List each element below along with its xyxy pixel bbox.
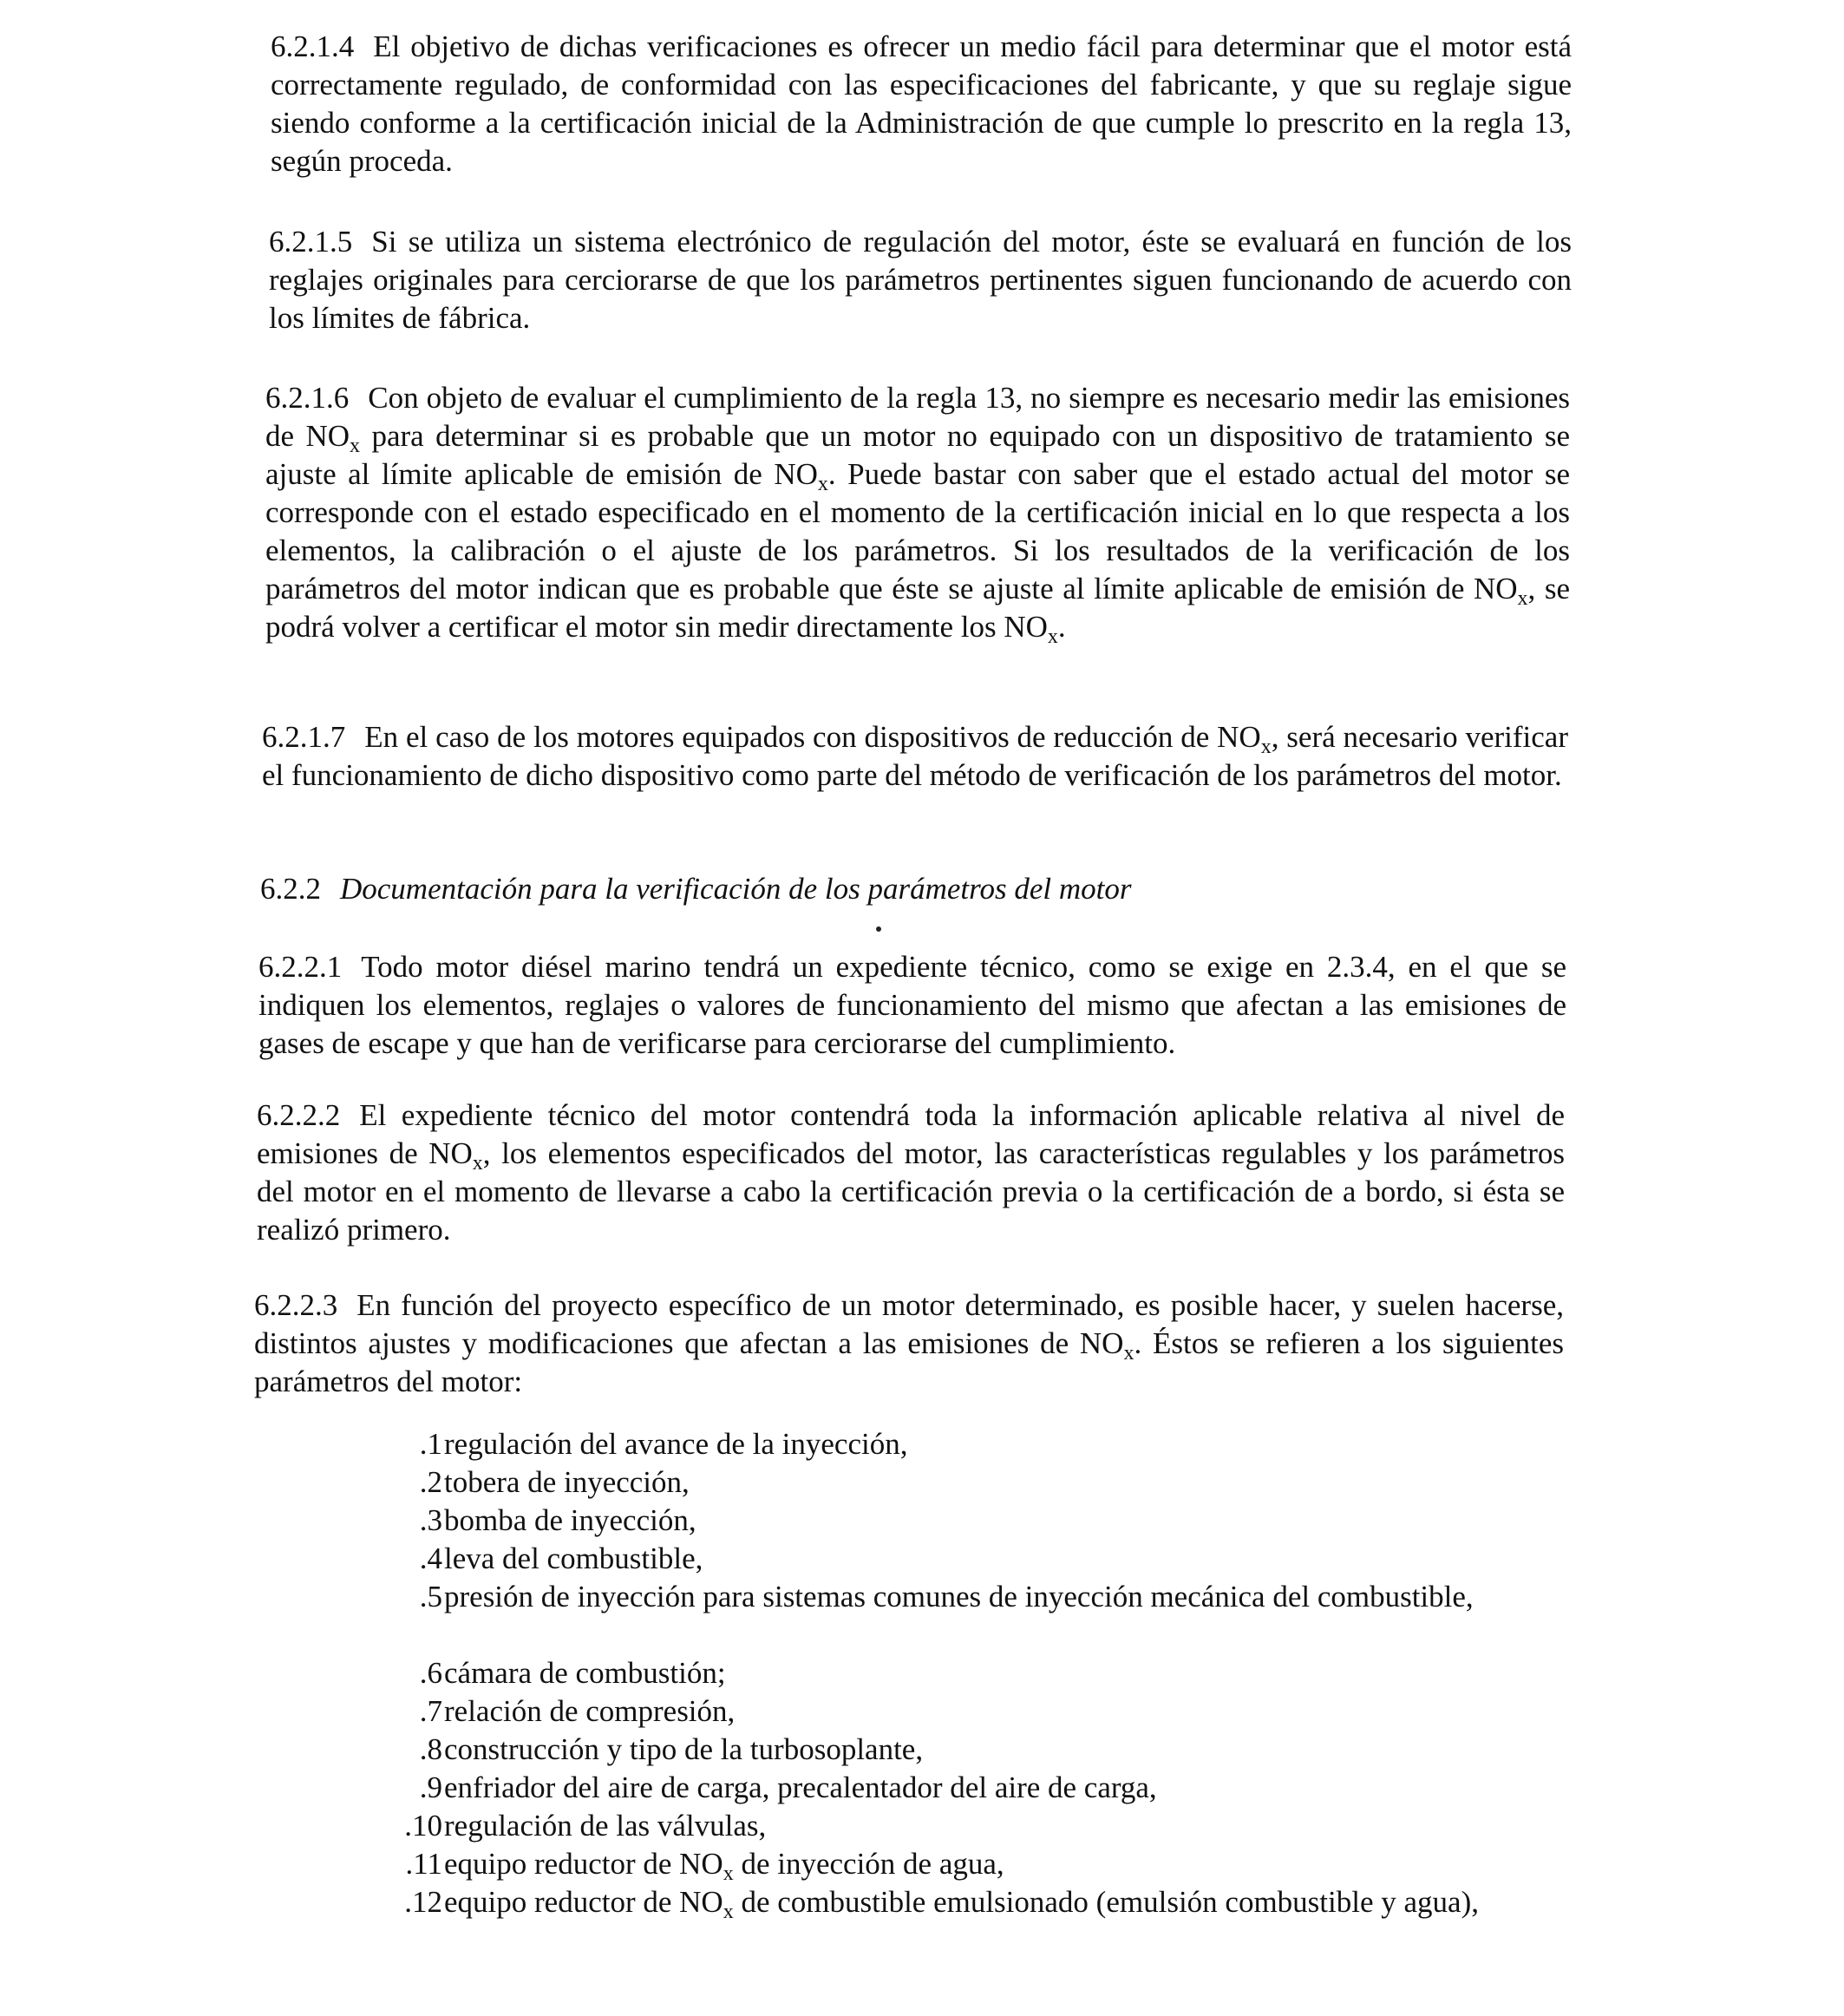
text-run: El expediente técnico del motor contendrá toda la información aplicable relativa al nivel de emisiones de NO xyxy=(257,1098,1565,1170)
list-number: .4 xyxy=(419,1541,442,1575)
stray-mark xyxy=(876,926,881,932)
text-run: En el caso de los motores equipados con dispositivos de reducción de NO xyxy=(364,720,1261,754)
text-run: En función del proyecto específico de un motor determinado, es posible hacer, y suelen hacerse, distintos ajustes y modificaciones que afectan a las emisiones de NO xyxy=(254,1288,1564,1360)
list-item xyxy=(364,1654,1570,1692)
text-run: regulación del avance de la inyección, xyxy=(444,1427,908,1461)
list-text xyxy=(444,1845,1570,1883)
subscript: x xyxy=(817,473,828,495)
text-run: , se podrá volver a certificar el motor sin medir directamente los NO xyxy=(265,572,1570,644)
text-run: equipo reductor de NO xyxy=(444,1885,723,1919)
paragraph-6-2-1-4 xyxy=(271,28,1572,180)
paragraph-6-2-1-5 xyxy=(269,223,1572,337)
subscript: x xyxy=(1123,1342,1135,1365)
list-number: .6 xyxy=(419,1656,442,1690)
text-run: presión de inyección para sistemas comunes de inyección mecánica del combustible, xyxy=(444,1580,1474,1613)
text-run: bomba de inyección, xyxy=(444,1503,696,1537)
paragraph-text xyxy=(265,381,1571,648)
list-item xyxy=(364,1769,1570,1807)
list-number: .5 xyxy=(419,1580,442,1613)
text-run: . Éstos se refieren a los siguientes parámetros del motor: xyxy=(254,1326,1565,1398)
paragraph-6-2-2-3 xyxy=(254,1286,1564,1401)
list-text xyxy=(444,1654,1570,1692)
list-text xyxy=(444,1731,1570,1769)
paragraph-number: 6.2.1.4 xyxy=(271,29,355,63)
list-item xyxy=(364,1845,1570,1883)
section-heading-6-2-2 xyxy=(260,870,1131,908)
list-item xyxy=(364,1731,1570,1769)
subscript: x xyxy=(1260,736,1272,758)
list-text xyxy=(444,1463,1570,1502)
paragraph-6-2-2-1 xyxy=(258,948,1566,1063)
text-run: , será necesario verificar el funcionamiento de dicho dispositivo como parte del método de verificación de los parámetros del motor. xyxy=(262,720,1568,792)
paragraph-text xyxy=(254,1288,1564,1398)
text-run: leva del combustible, xyxy=(444,1541,703,1575)
subscript: x xyxy=(472,1152,483,1175)
paragraph-number: 6.2.1.5 xyxy=(269,225,353,259)
list-text xyxy=(444,1769,1570,1807)
text-run: . xyxy=(1057,610,1066,644)
list-text xyxy=(444,1883,1570,1921)
list-number: .12 xyxy=(404,1885,442,1919)
text-run: equipo reductor de NO xyxy=(444,1847,723,1881)
list-text xyxy=(444,1425,1570,1463)
paragraph-number: 6.2.1.7 xyxy=(262,720,346,754)
list-text xyxy=(444,1578,1570,1616)
list-item xyxy=(364,1463,1570,1502)
list-number: .1 xyxy=(419,1427,442,1461)
text-run: de inyección de agua, xyxy=(733,1847,1004,1881)
subscript: x xyxy=(1047,625,1058,648)
text-run: cámara de combustión; xyxy=(444,1656,726,1690)
text-run: para determinar si es probable que un motor no equipado con un dispositivo de tratamiento se ajuste al límite aplicable de emisión de NO xyxy=(265,419,1570,491)
list-item xyxy=(364,1502,1570,1540)
text-run: . Puede bastar con saber que el estado actual del motor se corresponde con el estado especificado en el momento de la certificación inicial en lo que respecta a los elementos, la calibración o el ajuste de los parámetros. Si los resultados de la verificación de los parámetros del motor indican que es probable que éste se ajuste al límite aplicable de emisión de NO xyxy=(265,457,1571,605)
paragraph-number: 6.2.1.6 xyxy=(265,381,350,415)
text-run: de combustible emulsionado (emulsión combustible y agua), xyxy=(733,1885,1479,1919)
list-text xyxy=(444,1807,1570,1845)
subscript: x xyxy=(723,1862,734,1885)
text-run: regulación de las válvulas, xyxy=(444,1809,767,1843)
paragraph-text xyxy=(257,1098,1565,1247)
list-number: .11 xyxy=(405,1847,442,1881)
list-text xyxy=(444,1692,1570,1731)
text-run: , los elementos especificados del motor, las características regulables y los parámetros del motor en el momento de llevarse a cabo la certificación previa o la certificación de a bordo, si ésta se realizó primero. xyxy=(257,1136,1565,1247)
text-run: Todo motor diésel marino tendrá un expediente técnico, como se exige en 2.3.4, en el que se indiquen los elementos, reglajes o valores de funcionamiento del mismo que afectan a las emisiones de gases de escape y que han de verificarse para cerciorarse del cumplimiento. xyxy=(258,950,1566,1060)
list-item xyxy=(364,1883,1570,1921)
list-text xyxy=(444,1540,1570,1578)
list-item xyxy=(364,1692,1570,1731)
list-number: .9 xyxy=(419,1771,442,1804)
subscript: x xyxy=(350,435,361,457)
text-run: tobera de inyección, xyxy=(444,1465,690,1499)
text-run: construcción y tipo de la turbosoplante, xyxy=(444,1732,924,1766)
list-number: .10 xyxy=(404,1809,442,1843)
heading-title: Documentación para la verificación de los parámetros del motor xyxy=(340,872,1132,906)
paragraph-number: 6.2.2.3 xyxy=(254,1288,338,1322)
subscript: x xyxy=(1517,587,1528,610)
text-run: relación de compresión, xyxy=(444,1694,736,1728)
text-run: enfriador del aire de carga, precalentador del aire de carga, xyxy=(444,1771,1157,1804)
list-number: .2 xyxy=(419,1465,442,1499)
list-item xyxy=(364,1578,1570,1616)
list-number: .7 xyxy=(419,1694,442,1728)
paragraph-text xyxy=(262,720,1568,792)
paragraph-text xyxy=(269,225,1572,335)
list-item xyxy=(364,1807,1570,1845)
paragraph-6-2-1-7 xyxy=(262,718,1568,795)
list-text xyxy=(444,1502,1570,1540)
paragraph-number: 6.2.2.2 xyxy=(257,1098,341,1132)
paragraph-6-2-1-6 xyxy=(265,379,1570,646)
list-number: .3 xyxy=(419,1503,442,1537)
list-item xyxy=(364,1425,1570,1463)
list-item xyxy=(364,1540,1570,1578)
paragraph-text xyxy=(271,29,1572,178)
text-run: Con objeto de evaluar el cumplimiento de la regla 13, no siempre es necesario medir las emisiones de NO xyxy=(265,381,1570,453)
paragraph-text xyxy=(258,950,1566,1060)
text-run: Si se utiliza un sistema electrónico de regulación del motor, éste se evaluará en función de los reglajes originales para cerciorarse de que los parámetros pertinentes siguen funcionando de acuerdo con los límites de fábrica. xyxy=(269,225,1572,335)
paragraph-6-2-2-2 xyxy=(257,1096,1565,1249)
list-number: .8 xyxy=(419,1732,442,1766)
text-run: El objetivo de dichas verificaciones es ofrecer un medio fácil para determinar que el motor está correctamente regulado, de conformidad con las especificaciones del fabricante, y que su reglaje sigue siendo conforme a la certificación inicial de la Administración de que cumple lo prescrito en la regla 13, según proceda. xyxy=(271,29,1572,178)
paragraph-number: 6.2.2.1 xyxy=(258,950,343,984)
subscript: x xyxy=(723,1901,734,1923)
heading-number: 6.2.2 xyxy=(260,872,321,906)
